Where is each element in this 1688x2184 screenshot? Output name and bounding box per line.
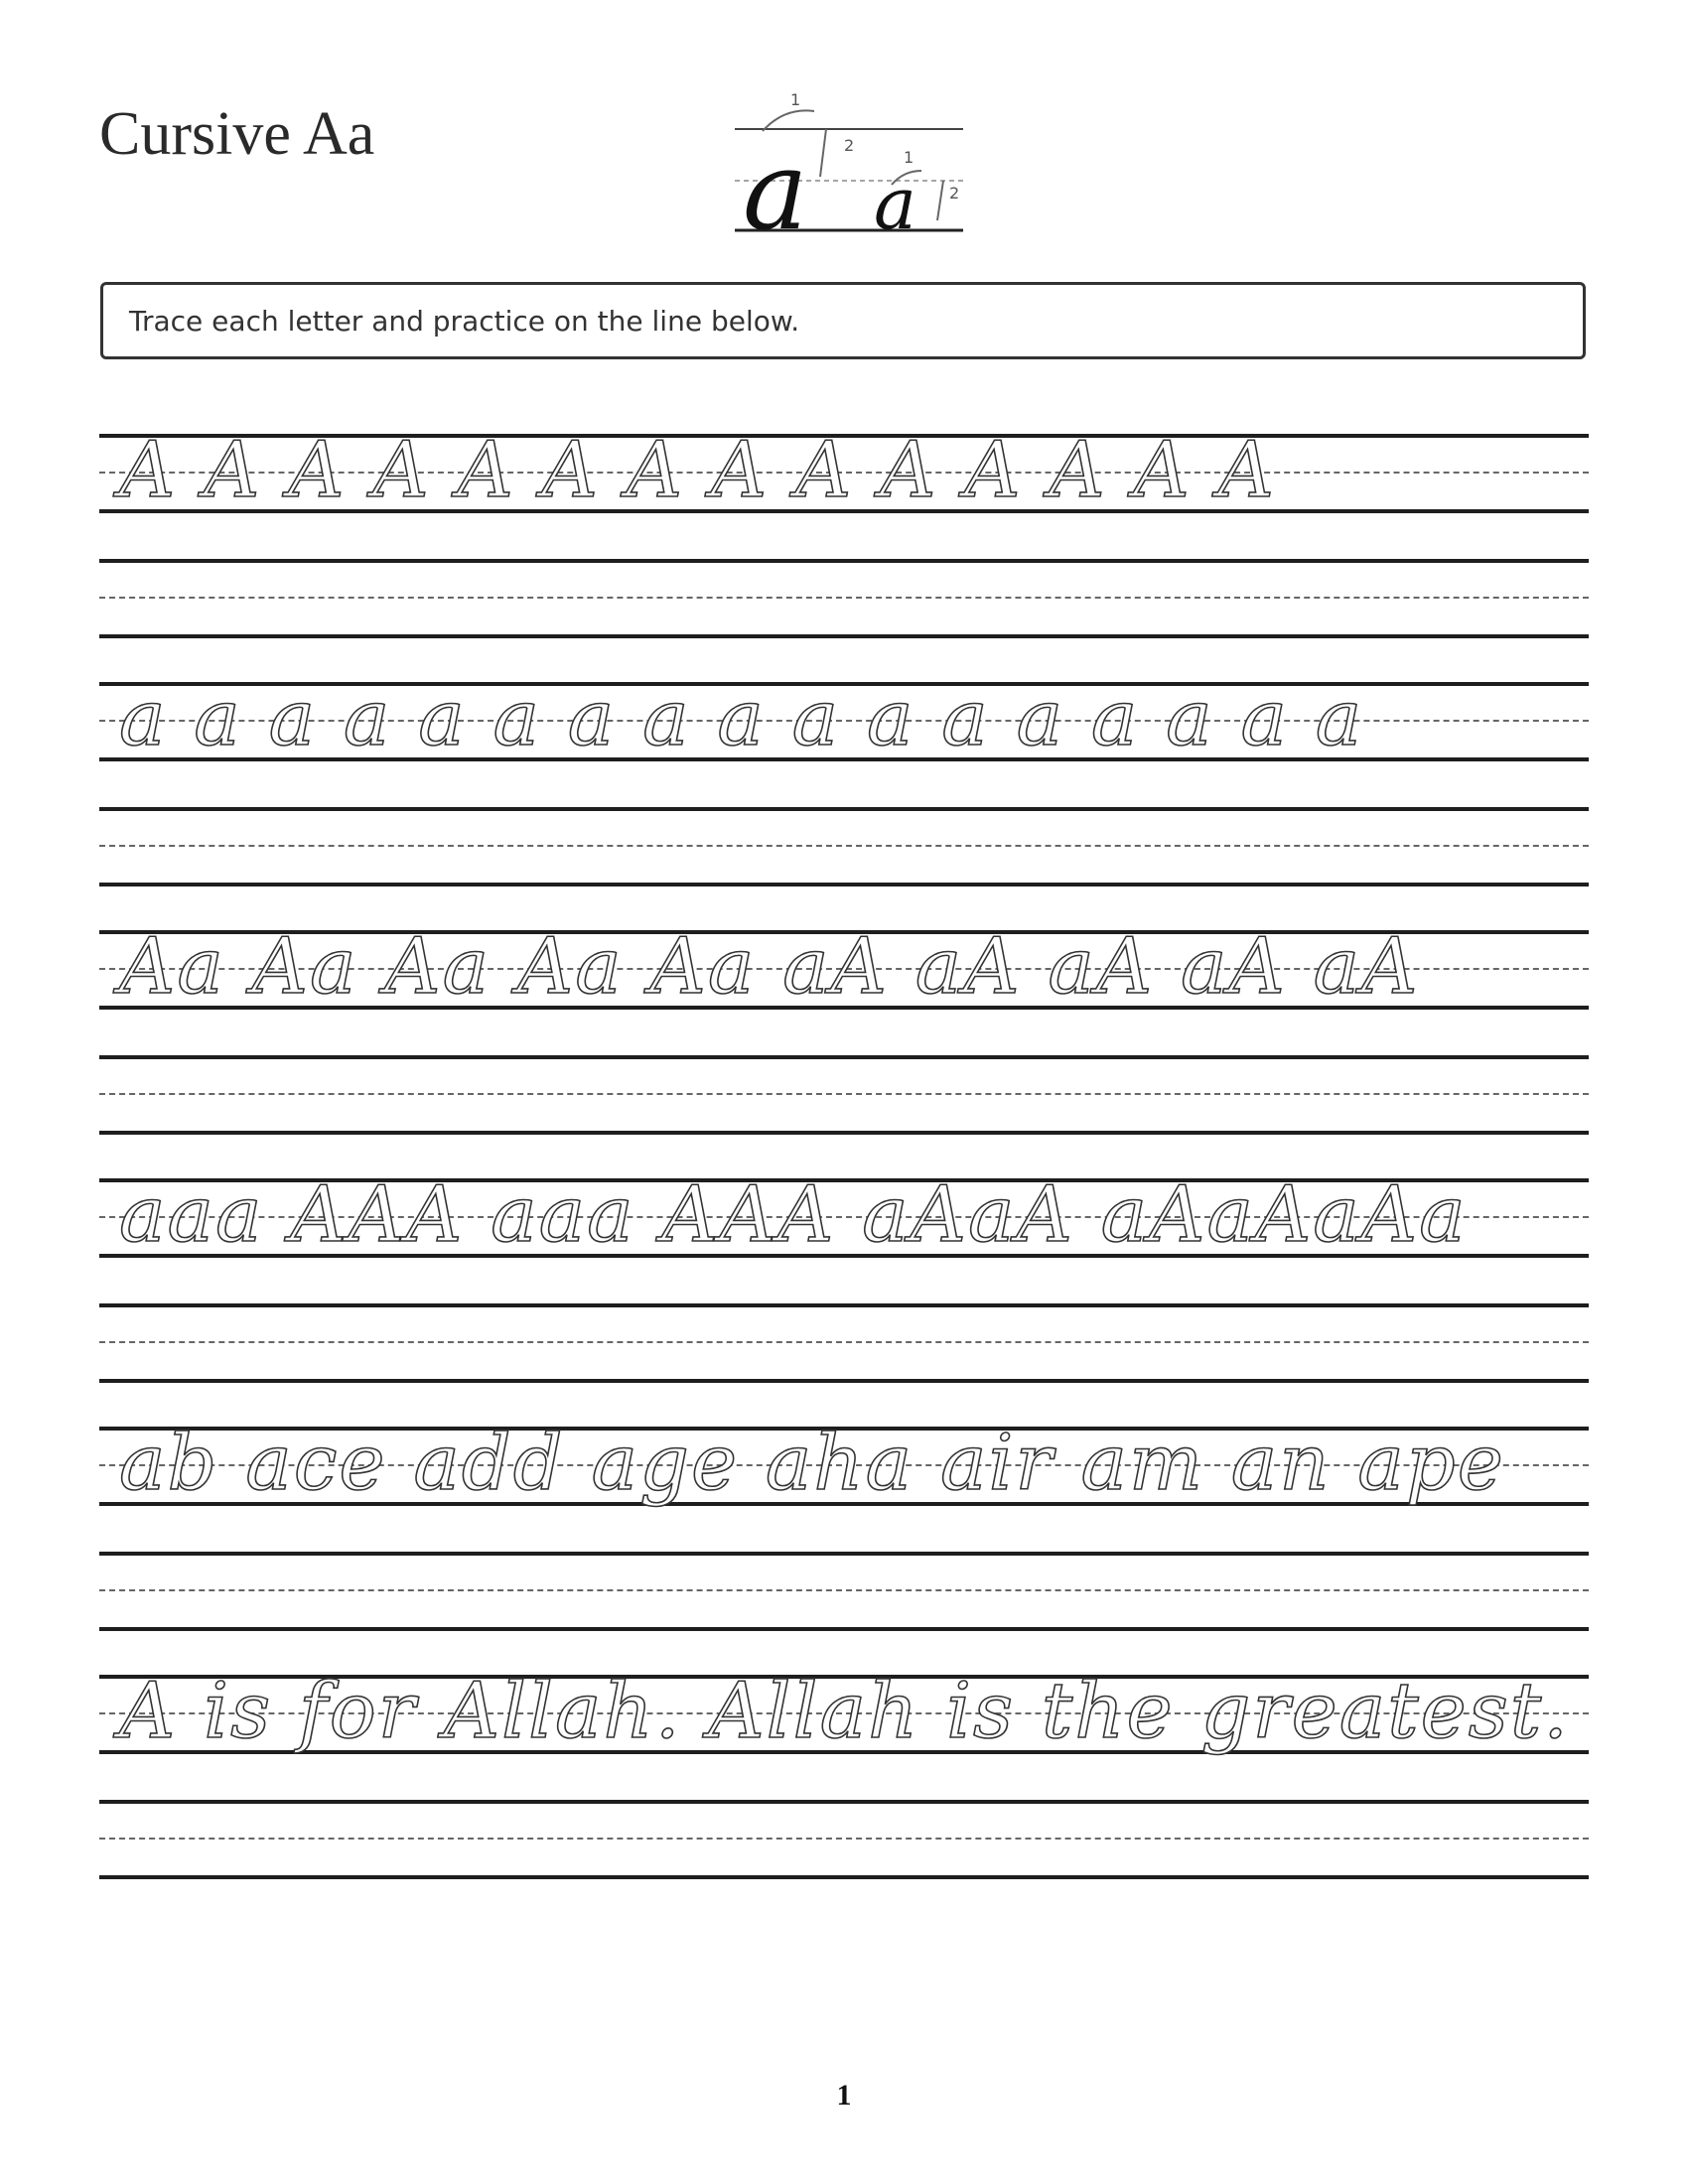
practice-baseline [99,1627,1589,1631]
practice-top-line [99,1303,1589,1307]
practice-top-line [99,807,1589,811]
practice-midline [99,597,1589,599]
guide-step-3: 1 [904,148,914,167]
page-number: 1 [836,2079,852,2112]
guide-upper-letter: a [743,127,808,238]
trace-text: Aa Aa Aa Aa Aa aA aA aA aA aA [119,922,1420,1012]
practice-midline [99,1093,1589,1095]
guide-step-2: 2 [844,136,855,155]
trace-text: a a a a a a a a a a a a a a a a a [119,674,1364,763]
practice-baseline [99,883,1589,887]
instruction-text: Trace each letter and practice on the line below. [129,304,800,338]
practice-baseline [99,1131,1589,1135]
practice-midline [99,1838,1589,1840]
practice-midline [99,1589,1589,1591]
guide-stroke-arrow [937,181,943,220]
guide-step-1: 1 [790,90,801,109]
practice-baseline [99,1379,1589,1383]
trace-text: aaa AAA aaa AAA aAaA aAaAaAa [119,1170,1468,1260]
practice-row [99,922,1589,1079]
instruction-box [100,282,1586,359]
practice-baseline [99,634,1589,638]
trace-text: ab ace add age aha air am an ape [119,1419,1505,1508]
practice-row [99,1170,1589,1327]
guide-step-4: 2 [949,184,960,203]
practice-midline [99,845,1589,847]
trace-text: A A A A A A A A A A A A A A [119,426,1276,515]
practice-row [99,426,1589,583]
guide-lower-letter: a [874,162,916,238]
trace-text: A is for Allah. Allah is the greatest. [119,1667,1570,1756]
practice-baseline [99,1875,1589,1879]
practice-top-line [99,1800,1589,1804]
practice-top-line [99,1552,1589,1556]
practice-top-line [99,1055,1589,1059]
practice-row [99,674,1589,831]
practice-row [99,1667,1589,1824]
page-title: Cursive Aa [99,100,375,168]
guide-stroke-arrow [820,129,826,177]
practice-row [99,1419,1589,1575]
practice-midline [99,1341,1589,1343]
practice-top-line [99,559,1589,563]
letter-stroke-guide [725,89,973,238]
